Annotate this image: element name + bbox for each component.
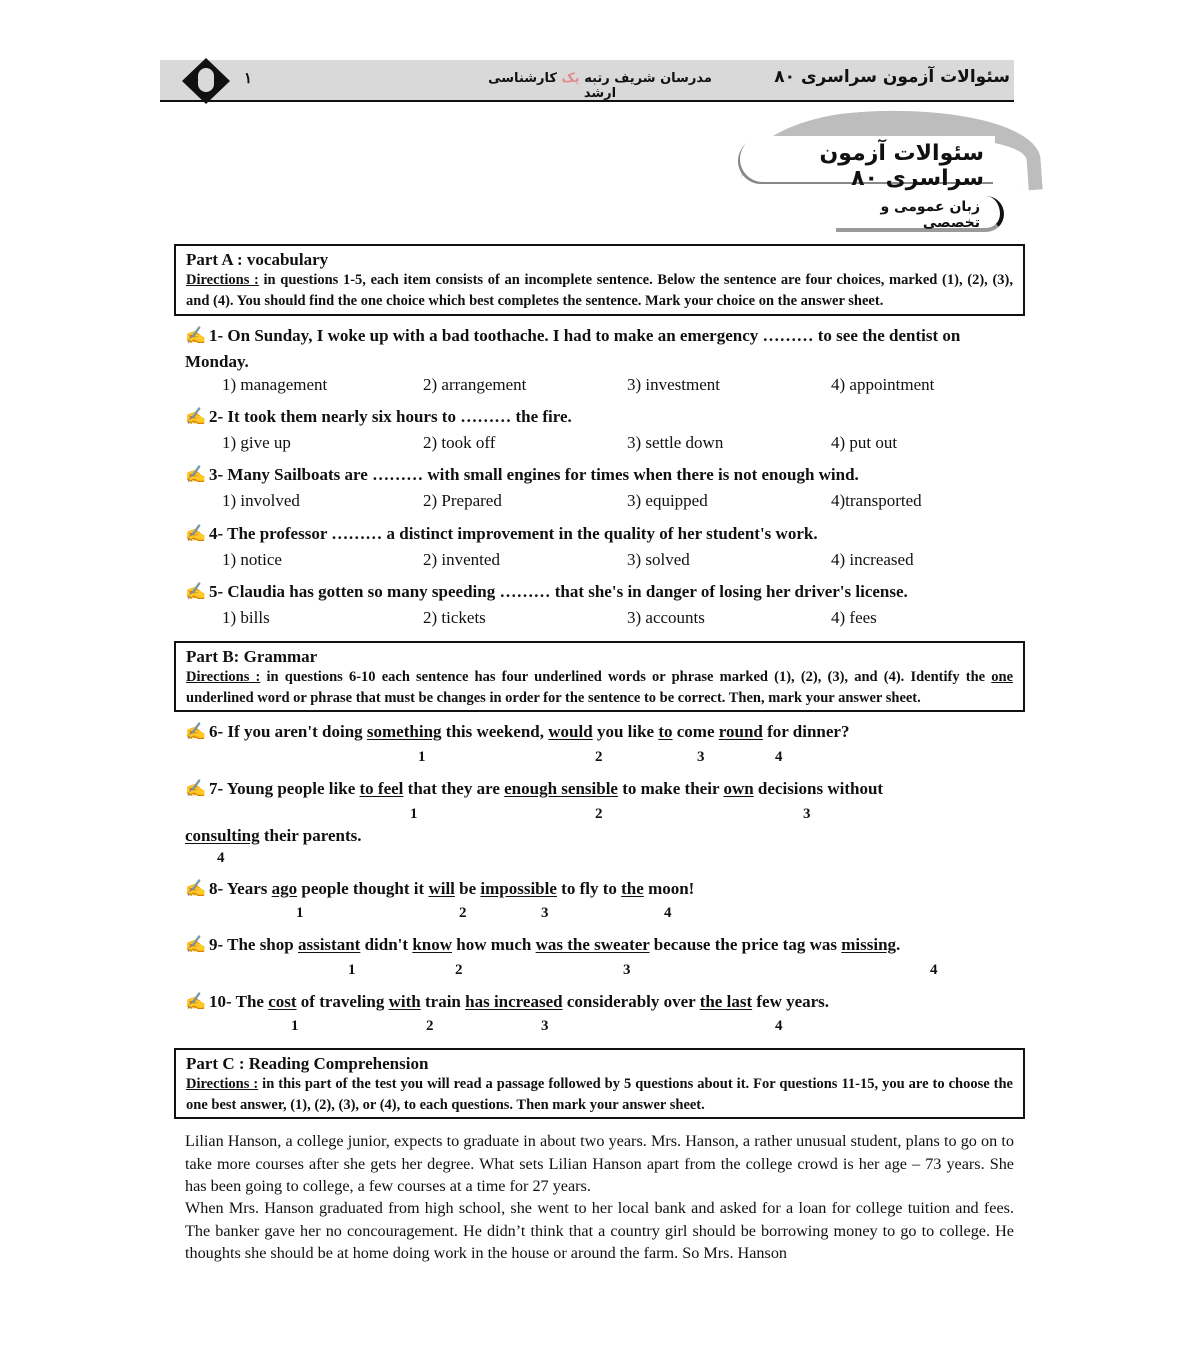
part-c-directions-label: Directions : — [186, 1076, 259, 1092]
q6-text: come — [672, 722, 719, 741]
q10-label-2: 2 — [426, 1018, 434, 1034]
q7-text: their parents. — [259, 826, 362, 845]
question-1-stem-cont: Monday. — [185, 352, 249, 371]
q1-option-3: 3) investment — [627, 375, 721, 394]
page-number: ۱ — [244, 71, 253, 87]
part-a-directions-text: in questions 1-5, each item consists of an incomplete sentence. Below the sentence are four choices, marked (1), (2), (3), and (4). You should find the one choice which best completes the sentence. Mark your choice on the answer sheet. — [186, 272, 1013, 309]
q6-underlined-4: round — [718, 722, 763, 741]
q2-option-2: 2) took off — [423, 433, 496, 452]
q7-label-2: 2 — [595, 806, 603, 822]
q9-underlined-1: assistant — [297, 935, 361, 954]
page-title: سئوالات آزمون سراسری ۸۰ — [819, 141, 984, 191]
q8-label-3: 3 — [541, 905, 549, 921]
q10-text: 10- The — [209, 992, 269, 1011]
q8-text: moon! — [643, 879, 695, 898]
header-center-after: کارشناسی ارشد — [488, 71, 617, 101]
q8-text: to fly to — [556, 879, 622, 898]
question-8 — [185, 879, 1015, 899]
question-5 — [185, 582, 1015, 602]
q10-text: train — [420, 992, 466, 1011]
q4-option-4: 4) increased — [831, 550, 914, 569]
q7-label-3: 3 — [803, 806, 811, 822]
question-6 — [185, 722, 1015, 742]
header-center-before: مدرسان شریف رتبه — [579, 71, 712, 86]
q6-underlined-3: to — [658, 722, 673, 741]
q10-text: of traveling — [296, 992, 389, 1011]
q10-label-4: 4 — [775, 1018, 783, 1034]
q8-label-1: 1 — [296, 905, 304, 921]
q7-text: that they are — [403, 779, 505, 798]
q7-underlined-1: to feel — [359, 779, 404, 798]
q1-option-1: 1) management — [222, 375, 328, 394]
part-b-directions-label: Directions : — [186, 669, 261, 685]
q8-underlined-3: impossible — [480, 879, 557, 898]
q3-option-4: 4)transported — [831, 491, 922, 510]
q1-option-2: 2) arrangement — [423, 375, 527, 394]
logo-inner-shape — [198, 68, 214, 92]
q9-label-4: 4 — [930, 962, 938, 978]
q9-text: 9- The shop — [209, 935, 298, 954]
q10-underlined-3: has increased — [465, 992, 563, 1011]
q4-option-1: 1) notice — [222, 550, 282, 569]
q10-underlined-2: with — [388, 992, 421, 1011]
q4-option-2: 2) invented — [423, 550, 500, 569]
q10-label-3: 3 — [541, 1018, 549, 1034]
q6-text: for dinner? — [762, 722, 850, 741]
question-1 — [185, 326, 1015, 346]
q7-underlined-2: enough sensible — [504, 779, 618, 798]
question-7-cont — [185, 826, 1015, 846]
q6-underlined-2: would — [548, 722, 593, 741]
q9-text: because the price tag was — [649, 935, 842, 954]
q2-option-4: 4) put out — [831, 433, 898, 452]
part-a-title: Part A : vocabulary — [186, 250, 329, 269]
q6-label-3: 3 — [697, 749, 705, 765]
q7-text: decisions without — [753, 779, 884, 798]
question-3-stem: 3- Many Sailboats are ……… with small engines for times when there is not enough wind. — [209, 465, 859, 484]
reading-passage-paragraph-1: Lilian Hanson, a college junior, expects to graduate in about two years. Mrs. Hanson, a rather unusual student, plans to go on to take more courses after she gets her degree. What sets Lilian Hanson apart from the college crowd is her age – 73 years. She has been going to college, a few courses at a time for 27 years. — [185, 1132, 1014, 1196]
q5-option-1: 1) bills — [222, 608, 270, 627]
q6-text: you like — [592, 722, 659, 741]
writing-hand-icon: ✍ — [185, 582, 207, 601]
q5-option-4: 4) fees — [831, 608, 877, 627]
q7-label-4: 4 — [217, 850, 225, 866]
q8-text: be — [454, 879, 481, 898]
q9-underlined-2: know — [412, 935, 452, 954]
q9-label-2: 2 — [455, 962, 463, 978]
writing-hand-icon: ✍ — [185, 465, 207, 484]
writing-hand-icon: ✍ — [185, 407, 207, 426]
question-2-stem: 2- It took them nearly six hours to ……… the fire. — [209, 407, 572, 426]
writing-hand-icon: ✍ — [185, 524, 207, 543]
q8-label-2: 2 — [459, 905, 467, 921]
q9-label-3: 3 — [623, 962, 631, 978]
q3-option-2: 2) Prepared — [423, 491, 502, 510]
q3-option-3: 3) equipped — [627, 491, 708, 510]
q6-label-2: 2 — [595, 749, 603, 765]
part-b-directions — [186, 667, 1013, 709]
q8-underlined-1: ago — [271, 879, 298, 898]
question-4 — [185, 524, 1015, 544]
q6-text: this weekend, — [441, 722, 549, 741]
page-subtitle: زبان عمومی و تخصصی — [880, 199, 980, 231]
q2-option-3: 3) settle down — [627, 433, 724, 452]
part-a-box — [174, 244, 1025, 316]
question-3 — [185, 465, 1015, 485]
part-a-directions-label: Directions : — [186, 272, 259, 288]
question-9 — [185, 935, 1015, 955]
question-5-stem: 5- Claudia has gotten so many speeding ……… that she's in danger of losing her driver's license. — [209, 582, 908, 601]
q9-underlined-4: missing — [841, 935, 897, 954]
q9-text: . — [896, 935, 901, 954]
q10-text: few years. — [752, 992, 830, 1011]
part-c-box — [174, 1048, 1025, 1119]
reading-passage-paragraph-2: When Mrs. Hanson graduated from high school, she went to her local bank and asked for a loan for college tuition and fees. The banker gave her no concouragement. He didn’t think that a country girl should be borrowing money to go to college. He thoughts she should be at home doing work in the house or around the farm. So Mrs. Hanson — [185, 1199, 1014, 1263]
q8-label-4: 4 — [664, 905, 672, 921]
q9-text: how much — [452, 935, 536, 954]
header-center-text — [470, 71, 730, 101]
writing-hand-icon: ✍ — [185, 879, 207, 898]
writing-hand-icon: ✍ — [185, 992, 207, 1011]
question-1-stem: 1- On Sunday, I woke up with a bad toothache. I had to make an emergency ……… to see the dentist on — [209, 326, 961, 345]
part-c-directions-text: in this part of the test you will read a passage followed by 5 questions about it. For questions 11-15, you are to choose the one best answer, (1), (2), (3), or (4), to each questions. Then mark your answer sheet. — [186, 1076, 1013, 1113]
writing-hand-icon: ✍ — [185, 779, 207, 798]
part-b-directions-text-1: in questions 6-10 each sentence has four underlined words or phrase marked (1), (2), (3), and (4). Identify the — [260, 669, 992, 685]
q10-underlined-1: cost — [268, 992, 297, 1011]
writing-hand-icon: ✍ — [185, 935, 207, 954]
q8-text: people thought it — [297, 879, 429, 898]
header-title: سئوالات آزمون سراسری ۸۰ — [774, 67, 1010, 87]
q5-option-3: 3) accounts — [627, 608, 705, 627]
q6-underlined-1: something — [366, 722, 442, 741]
q8-underlined-4: the — [621, 879, 644, 898]
q6-label-4: 4 — [775, 749, 783, 765]
q6-text: 6- If you aren't doing — [209, 722, 367, 741]
question-10 — [185, 992, 1015, 1012]
q2-option-1: 1) give up — [222, 433, 291, 452]
writing-hand-icon: ✍ — [185, 326, 207, 345]
q9-underlined-3: was the sweater — [535, 935, 650, 954]
q5-option-2: 2) tickets — [423, 608, 486, 627]
question-4-stem: 4- The professor ……… a distinct improvement in the quality of her student's work. — [209, 524, 818, 543]
q10-text: considerably over — [562, 992, 700, 1011]
header-center-accent: یک — [561, 71, 580, 86]
q10-underlined-4: the last — [699, 992, 753, 1011]
q7-label-1: 1 — [410, 806, 418, 822]
part-b-directions-one: one — [991, 669, 1013, 685]
writing-hand-icon: ✍ — [185, 722, 207, 741]
part-c-title: Part C : Reading Comprehension — [186, 1054, 429, 1073]
q1-option-4: 4) appointment — [831, 375, 935, 394]
q4-option-3: 3) solved — [627, 550, 690, 569]
q9-label-1: 1 — [348, 962, 356, 978]
question-7 — [185, 779, 1015, 799]
q10-label-1: 1 — [291, 1018, 299, 1034]
q7-underlined-4: consulting — [185, 826, 260, 845]
q9-text: didn't — [360, 935, 413, 954]
part-a-directions — [186, 270, 1013, 312]
part-c-directions — [186, 1074, 1013, 1116]
q7-text: 7- Young people like — [209, 779, 360, 798]
q8-text: 8- Years — [209, 879, 272, 898]
question-2 — [185, 407, 1015, 427]
q8-underlined-2: will — [428, 879, 455, 898]
q7-text: to make their — [617, 779, 724, 798]
part-b-box — [174, 641, 1025, 712]
q7-underlined-3: own — [723, 779, 754, 798]
q6-label-1: 1 — [418, 749, 426, 765]
q3-option-1: 1) involved — [222, 491, 300, 510]
part-b-directions-text-2: underlined word or phrase that must be changes in order for the sentence to be correct. Then, mark your answer sheet. — [186, 690, 921, 706]
part-b-title: Part B: Grammar — [186, 647, 318, 666]
